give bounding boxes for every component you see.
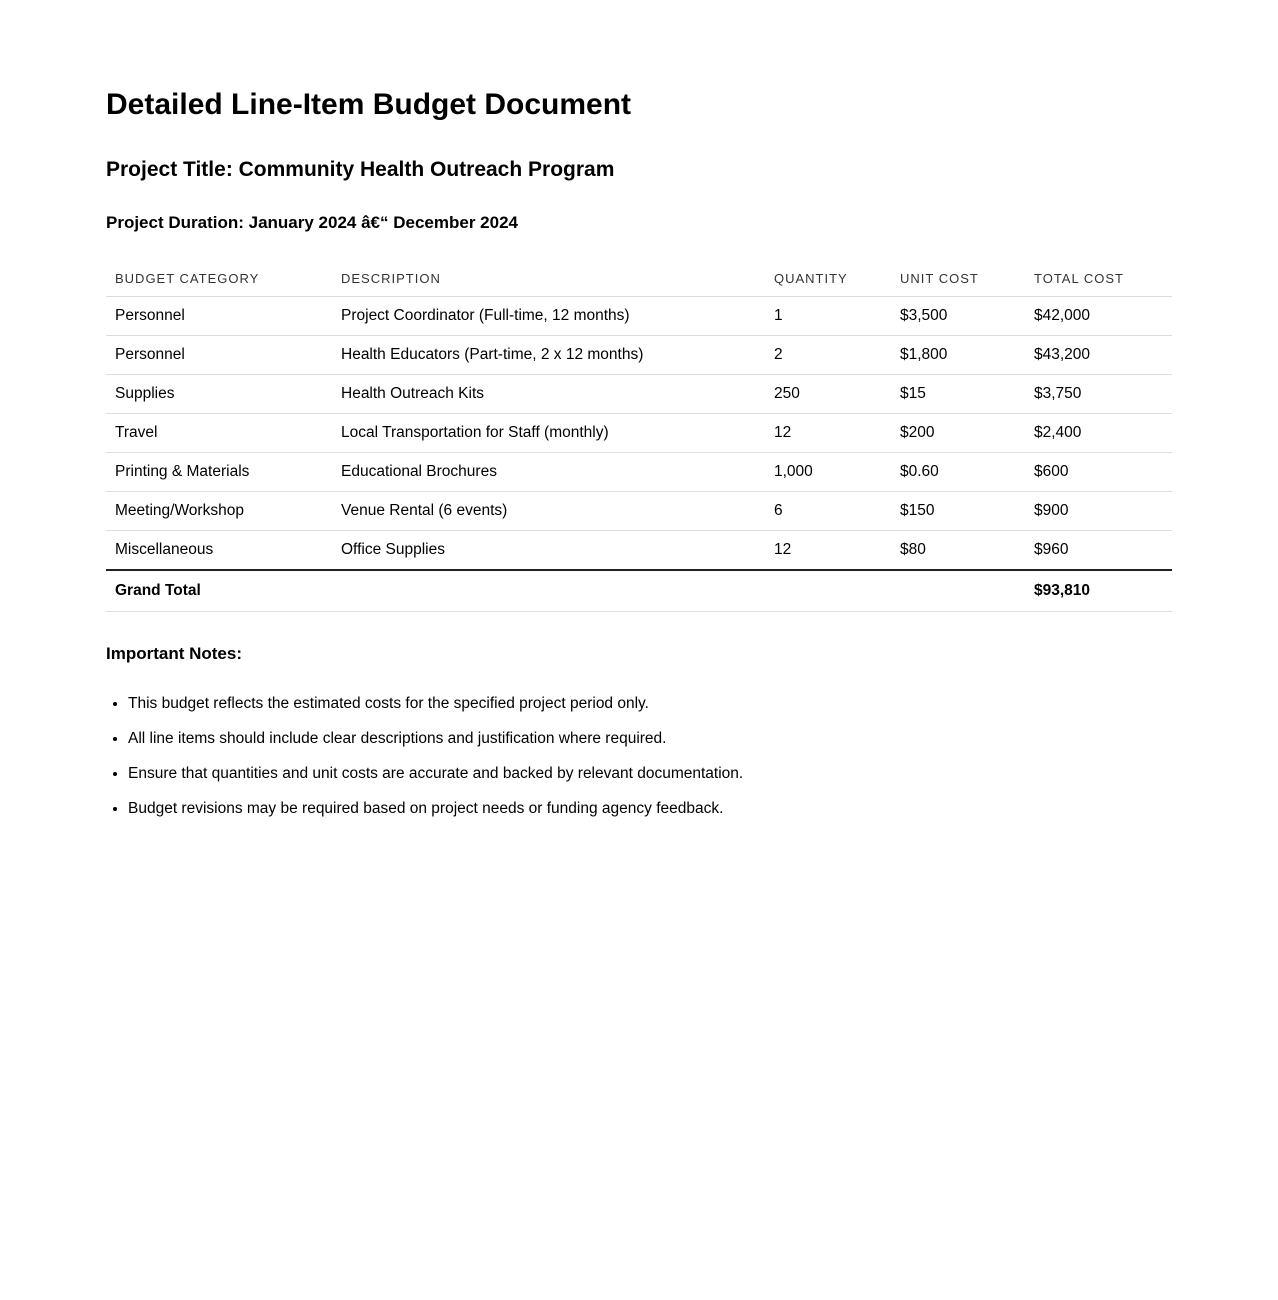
cell-quantity: 6 — [765, 491, 891, 530]
cell-quantity: 2 — [765, 335, 891, 374]
cell-unit-cost: $150 — [891, 491, 1025, 530]
grand-total-row — [106, 570, 1172, 612]
document-title: Detailed Line-Item Budget Document — [106, 88, 632, 121]
note-item: • Ensure that quantities and unit costs are accurate and backed by relevant documentation. — [128, 764, 1172, 783]
table-row — [106, 413, 1172, 452]
project-title-heading: Project Title: Community Health Outreach Program — [106, 158, 615, 181]
note-item: • Budget revisions may be required based on project needs or funding agency feedback. — [128, 799, 1172, 818]
column-header-budget-category: BUDGET CATEGORY — [106, 264, 332, 297]
cell-quantity: 1,000 — [765, 452, 891, 491]
cell-description: Project Coordinator (Full-time, 12 months) — [332, 296, 765, 335]
cell-quantity: 12 — [765, 530, 891, 570]
project-duration-heading: Project Duration: January 2024 â€“ December 2024 — [106, 213, 518, 233]
cell-budget-category: Meeting/Workshop — [106, 491, 332, 530]
cell-budget-category: Travel — [106, 413, 332, 452]
table-row — [106, 296, 1172, 335]
cell-total-cost: $900 — [1025, 491, 1172, 530]
budget-table — [106, 264, 1172, 612]
column-header-description: DESCRIPTION — [332, 264, 765, 297]
cell-description: Educational Brochures — [332, 452, 765, 491]
note-item: • This budget reflects the estimated costs for the specified project period only. — [128, 694, 1172, 713]
cell-unit-cost: $200 — [891, 413, 1025, 452]
note-item: • All line items should include clear descriptions and justification where required. — [128, 729, 1172, 748]
grand-total-empty-cell — [765, 570, 891, 612]
cell-description: Office Supplies — [332, 530, 765, 570]
cell-budget-category: Miscellaneous — [106, 530, 332, 570]
grand-total-empty-cell — [891, 570, 1025, 612]
table-row — [106, 530, 1172, 570]
budget-table-header — [106, 264, 1172, 297]
column-header-quantity: QUANTITY — [765, 264, 891, 297]
cell-unit-cost: $3,500 — [891, 296, 1025, 335]
cell-unit-cost: $15 — [891, 374, 1025, 413]
cell-unit-cost: $80 — [891, 530, 1025, 570]
column-header-unit-cost: UNIT COST — [891, 264, 1025, 297]
cell-total-cost: $2,400 — [1025, 413, 1172, 452]
budget-table-body — [106, 296, 1172, 611]
cell-total-cost: $42,000 — [1025, 296, 1172, 335]
cell-total-cost: $960 — [1025, 530, 1172, 570]
cell-budget-category: Personnel — [106, 296, 332, 335]
cell-description: Local Transportation for Staff (monthly) — [332, 413, 765, 452]
cell-total-cost: $600 — [1025, 452, 1172, 491]
cell-total-cost: $43,200 — [1025, 335, 1172, 374]
cell-budget-category: Supplies — [106, 374, 332, 413]
table-header-row — [106, 264, 1172, 297]
notes-list — [106, 694, 1172, 818]
cell-quantity: 250 — [765, 374, 891, 413]
cell-description: Health Outreach Kits — [332, 374, 765, 413]
table-row — [106, 491, 1172, 530]
grand-total-empty-cell — [332, 570, 765, 612]
column-header-total-cost: TOTAL COST — [1025, 264, 1172, 297]
table-row — [106, 374, 1172, 413]
grand-total-value: $93,810 — [1025, 570, 1172, 612]
table-row — [106, 452, 1172, 491]
cell-unit-cost: $1,800 — [891, 335, 1025, 374]
important-notes-heading: Important Notes: — [106, 643, 242, 663]
cell-unit-cost: $0.60 — [891, 452, 1025, 491]
cell-quantity: 1 — [765, 296, 891, 335]
cell-quantity: 12 — [765, 413, 891, 452]
cell-budget-category: Printing & Materials — [106, 452, 332, 491]
cell-budget-category: Personnel — [106, 335, 332, 374]
table-row — [106, 335, 1172, 374]
grand-total-label: Grand Total — [106, 570, 332, 612]
cell-total-cost: $3,750 — [1025, 374, 1172, 413]
cell-description: Venue Rental (6 events) — [332, 491, 765, 530]
cell-description: Health Educators (Part-time, 2 x 12 months) — [332, 335, 765, 374]
